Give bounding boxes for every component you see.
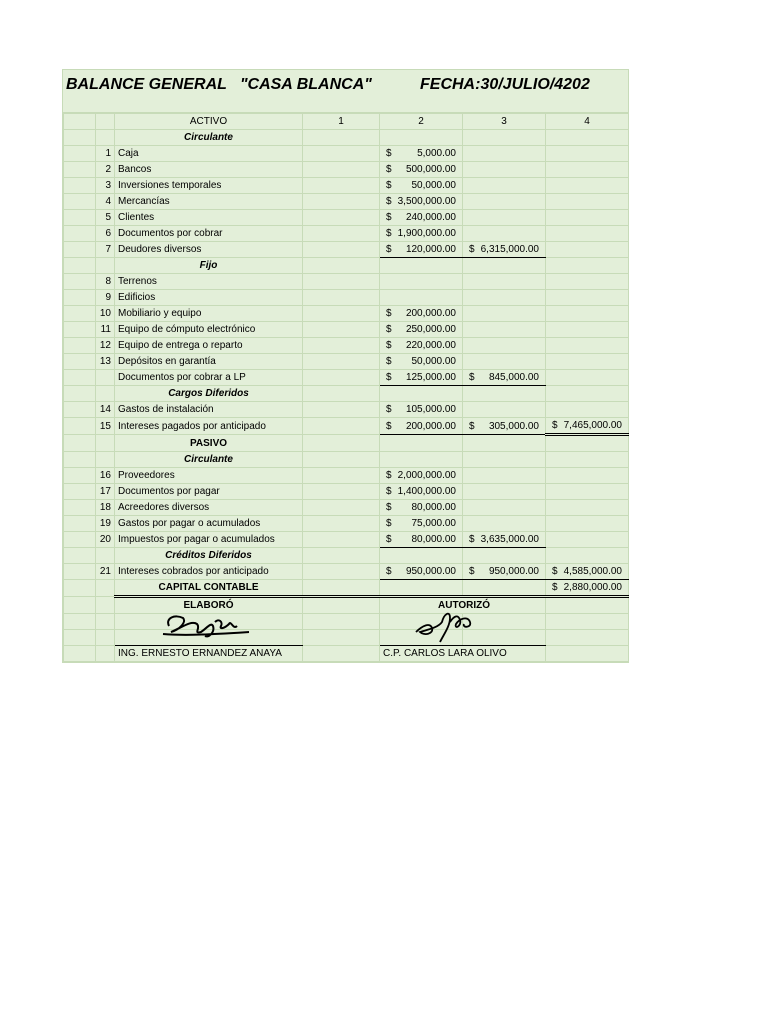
table-row <box>64 194 629 210</box>
amount: 220,000.00 <box>405 340 456 351</box>
section-cargos-diferidos: Cargos Diferidos <box>115 386 303 402</box>
subtotal: 950,000.00 <box>488 566 539 577</box>
table-row <box>64 402 629 418</box>
section-circulante: Circulante <box>115 130 303 146</box>
row-label: Caja <box>115 146 303 162</box>
row-label: Gastos por pagar o acumulados <box>115 516 303 532</box>
row-label: Deudores diversos <box>115 242 303 258</box>
row-number: 7 <box>96 242 115 258</box>
amount: 1,400,000.00 <box>397 486 456 497</box>
row-number: 16 <box>96 468 115 484</box>
currency-sign: $ <box>386 148 392 159</box>
currency-sign: $ <box>386 308 392 319</box>
section-row <box>64 548 629 564</box>
row-number: 11 <box>96 322 115 338</box>
elaboro-label: ELABORÓ <box>115 597 303 614</box>
row-number: 18 <box>96 500 115 516</box>
amount: 1,900,000.00 <box>397 228 456 239</box>
table-row <box>64 306 629 322</box>
balance-sheet <box>62 69 629 663</box>
currency-sign: $ <box>386 228 392 239</box>
amount: 105,000.00 <box>405 404 456 415</box>
currency-sign: $ <box>386 470 392 481</box>
currency-sign: $ <box>386 212 392 223</box>
table-row <box>64 484 629 500</box>
row-number: 12 <box>96 338 115 354</box>
capital-contable-amount: 2,880,000.00 <box>563 582 622 593</box>
total-pasivo: 4,585,000.00 <box>563 566 622 577</box>
elaboro-name: ING. ERNESTO ERNANDEZ ANAYA <box>115 646 303 662</box>
currency-sign: $ <box>469 244 475 255</box>
amount: 80,000.00 <box>411 534 456 545</box>
header-activo: ACTIVO <box>115 114 303 130</box>
section-row <box>64 386 629 402</box>
amount: 50,000.00 <box>411 356 456 367</box>
table-row <box>64 290 629 306</box>
subtotal: 6,315,000.00 <box>480 244 539 255</box>
row-label: Equipo de entrega o reparto <box>115 338 303 354</box>
row-number <box>96 370 115 386</box>
signature-name-row <box>64 646 629 662</box>
row-number: 19 <box>96 516 115 532</box>
amount: 5,000.00 <box>417 148 456 159</box>
table-row <box>64 210 629 226</box>
currency-sign: $ <box>469 372 475 383</box>
currency-sign: $ <box>386 486 392 497</box>
amount: 75,000.00 <box>411 518 456 529</box>
row-number: 5 <box>96 210 115 226</box>
currency-sign: $ <box>552 566 558 577</box>
currency-sign: $ <box>469 566 475 577</box>
table-row <box>64 242 629 258</box>
table-row <box>64 178 629 194</box>
table-row <box>64 564 629 580</box>
subtotal: 845,000.00 <box>488 372 539 383</box>
signature-row <box>64 614 629 630</box>
signature-autorizo <box>410 604 490 644</box>
signature-elaboro <box>157 608 257 642</box>
row-number: 20 <box>96 532 115 548</box>
currency-sign: $ <box>552 582 558 593</box>
section-creditos-diferidos: Créditos Diferidos <box>115 548 303 564</box>
row-number: 14 <box>96 402 115 418</box>
row-label: Documentos por cobrar a LP <box>115 370 303 386</box>
row-label: Intereses cobrados por anticipado <box>115 564 303 580</box>
amount: 500,000.00 <box>405 164 456 175</box>
currency-sign: $ <box>386 356 392 367</box>
section-fijo: Fijo <box>115 258 303 274</box>
row-number: 1 <box>96 146 115 162</box>
currency-sign: $ <box>386 180 392 191</box>
header-col-3: 3 <box>463 114 546 130</box>
row-label: Documentos por cobrar <box>115 226 303 242</box>
row-label: Documentos por pagar <box>115 484 303 500</box>
header-col-4: 4 <box>546 114 629 130</box>
row-number: 15 <box>96 418 115 435</box>
signature-label-row <box>64 597 629 614</box>
header-col-1: 1 <box>303 114 380 130</box>
currency-sign: $ <box>386 404 392 415</box>
section-row <box>64 130 629 146</box>
row-label: Inversiones temporales <box>115 178 303 194</box>
header-row <box>64 114 629 130</box>
row-label: Bancos <box>115 162 303 178</box>
signature-line-row <box>64 630 629 646</box>
row-label: Mobiliario y equipo <box>115 306 303 322</box>
currency-sign: $ <box>386 372 392 383</box>
table-row <box>64 146 629 162</box>
row-number: 8 <box>96 274 115 290</box>
amount: 200,000.00 <box>405 308 456 319</box>
row-number: 2 <box>96 162 115 178</box>
currency-sign: $ <box>386 534 392 545</box>
sheet-title: BALANCE GENERAL "CASA BLANCA" <box>66 76 372 93</box>
currency-sign: $ <box>386 196 392 207</box>
autorizo-name: C.P. CARLOS LARA OLIVO <box>380 646 546 662</box>
row-number: 6 <box>96 226 115 242</box>
row-number: 3 <box>96 178 115 194</box>
amount: 50,000.00 <box>411 180 456 191</box>
currency-sign: $ <box>386 420 392 432</box>
row-number: 21 <box>96 564 115 580</box>
section-row <box>64 258 629 274</box>
row-number: 13 <box>96 354 115 370</box>
amount: 240,000.00 <box>405 212 456 223</box>
table-row <box>64 274 629 290</box>
section-row <box>64 452 629 468</box>
section-circulante-pasivo: Circulante <box>115 452 303 468</box>
row-label: Terrenos <box>115 274 303 290</box>
row-label: Proveedores <box>115 468 303 484</box>
table-row <box>64 516 629 532</box>
table-row <box>64 370 629 386</box>
row-number: 17 <box>96 484 115 500</box>
subtotal: 3,635,000.00 <box>480 534 539 545</box>
amount: 80,000.00 <box>411 502 456 513</box>
row-label: Impuestos por pagar o acumulados <box>115 532 303 548</box>
row-number: 4 <box>96 194 115 210</box>
row-number: 9 <box>96 290 115 306</box>
row-label: Clientes <box>115 210 303 226</box>
section-pasivo: PASIVO <box>115 435 303 452</box>
row-label: Edificios <box>115 290 303 306</box>
row-label: Intereses pagados por anticipado <box>115 418 303 435</box>
total-activo: 7,465,000.00 <box>563 420 622 431</box>
currency-sign: $ <box>386 340 392 351</box>
table-row <box>64 418 629 435</box>
amount: 120,000.00 <box>405 244 456 255</box>
currency-sign: $ <box>386 244 392 255</box>
table-row <box>64 338 629 354</box>
autorizo-label: AUTORIZÓ <box>380 597 546 614</box>
row-label: Gastos de instalación <box>115 402 303 418</box>
sheet-date: FECHA:30/JULIO/4202 <box>420 76 590 93</box>
currency-sign: $ <box>469 534 475 545</box>
amount: 2,000,000.00 <box>397 470 456 481</box>
row-label: Depósitos en garantía <box>115 354 303 370</box>
capital-contable-label: CAPITAL CONTABLE <box>115 580 303 597</box>
amount: 250,000.00 <box>405 324 456 335</box>
table-row <box>64 322 629 338</box>
section-row <box>64 435 629 452</box>
table-row <box>64 354 629 370</box>
amount: 200,000.00 <box>405 420 456 432</box>
header-col-2: 2 <box>380 114 463 130</box>
amount: 125,000.00 <box>405 372 456 383</box>
currency-sign: $ <box>469 420 475 432</box>
row-label: Acreedores diversos <box>115 500 303 516</box>
row-number: 10 <box>96 306 115 322</box>
amount: 3,500,000.00 <box>397 196 456 207</box>
currency-sign: $ <box>386 502 392 513</box>
table-row <box>64 226 629 242</box>
currency-sign: $ <box>386 566 392 577</box>
capital-row <box>64 580 629 597</box>
subtotal: 305,000.00 <box>488 420 539 432</box>
row-label: Mercancías <box>115 194 303 210</box>
currency-sign: $ <box>386 518 392 529</box>
table-row <box>64 500 629 516</box>
table-row <box>64 162 629 178</box>
title-row <box>63 70 628 113</box>
row-label: Equipo de cómputo electrónico <box>115 322 303 338</box>
currency-sign: $ <box>552 420 558 431</box>
currency-sign: $ <box>386 164 392 175</box>
balance-table <box>63 113 629 662</box>
table-row <box>64 532 629 548</box>
currency-sign: $ <box>386 324 392 335</box>
amount: 950,000.00 <box>405 566 456 577</box>
table-row <box>64 468 629 484</box>
